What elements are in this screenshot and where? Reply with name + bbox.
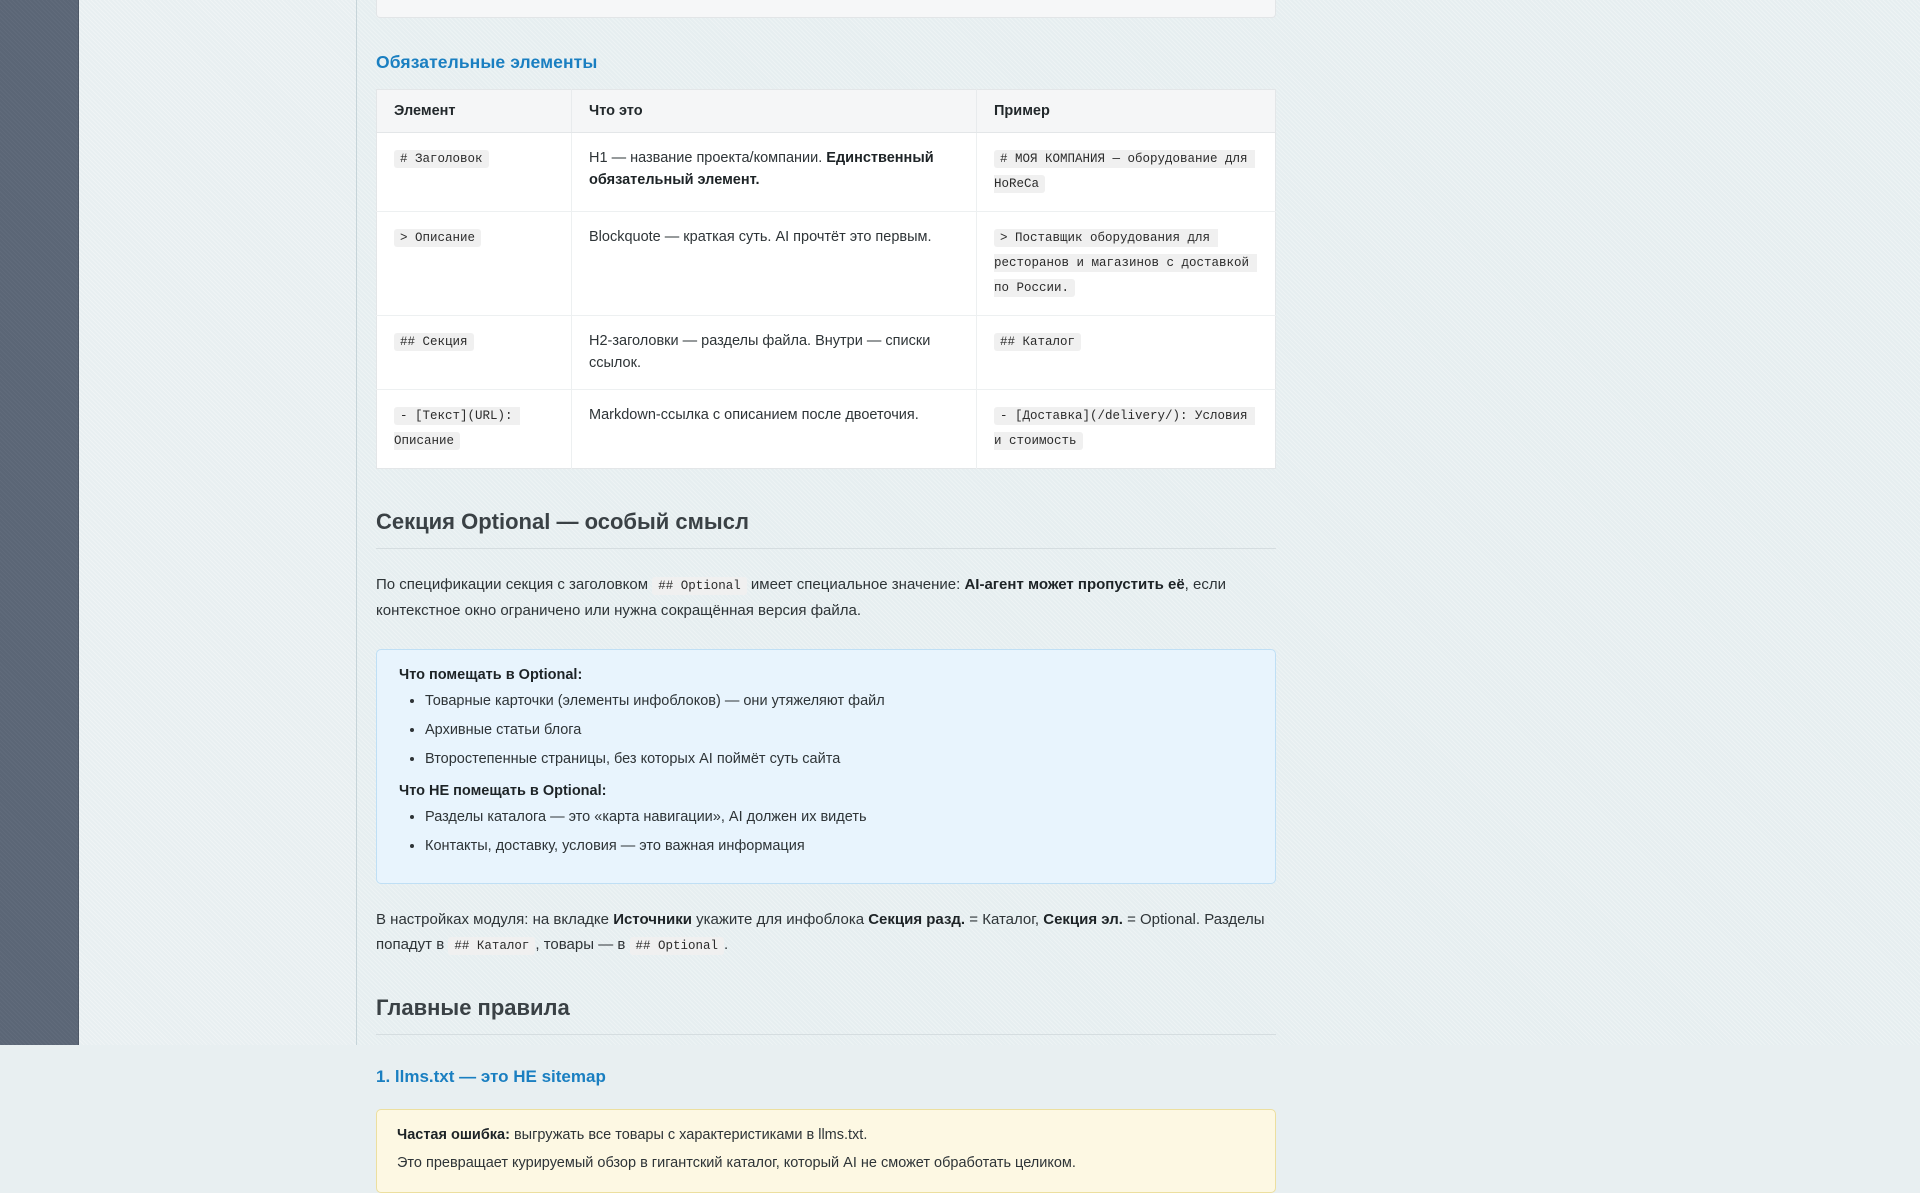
note-bold-sources: Источники [613,911,692,929]
table-row [377,133,1276,212]
optional-code-inline: ## Optional [652,577,747,595]
cell-example [977,212,1276,316]
optional-info-callout [376,649,1276,884]
paragraph-part-1: По спецификации секция с заголовком [376,575,653,593]
content-left-gutter [79,0,357,1045]
cell-example [977,389,1276,468]
callout-lead-include: Что помещать в Optional: [399,667,583,684]
list-item: • Контакты, доставку, условия — это важная информация [425,837,1253,857]
callout-lead-exclude: Что НЕ помещать в Optional: [399,783,607,800]
mistake-line-2: Это превращает курируемый обзор в гигантский каталог, который AI не сможет обработать целиком. [397,1154,1076,1171]
note-bold-section-razd: Секция разд. [868,911,966,929]
required-elements-table [376,89,1276,469]
cell-element [377,133,572,212]
element-code: > Описание [394,229,481,247]
required-elements-heading: Обязательные элементы [376,52,598,72]
column-header-example: Пример [977,90,1276,133]
note-part-2: укажите для инфоблока [691,911,869,929]
note-part-5: , товары — в [535,935,630,953]
note-bold-section-el: Секция эл. [1043,911,1123,929]
exclude-list [399,808,1253,856]
paragraph-part-2: имеет специальное значение: [746,575,965,593]
mistake-text: выгружать все товары с характеристиками в llms.txt. [509,1126,868,1143]
main-rules-heading: Главные правила [376,995,1276,1035]
main-content-column [357,0,1920,1171]
cell-example [977,133,1276,212]
example-code: # МОЯ КОМПАНИЯ — оборудование для HoReCa [994,152,1256,191]
left-navigation-rail[interactable] [0,0,79,1045]
mistake-label: Частая ошибка: [397,1126,510,1143]
column-header-element: Элемент [377,90,572,133]
common-mistake-callout [376,1109,1276,1193]
example-code: ## Каталог [994,333,1081,351]
list-item: • Товарные карточки (элементы инфоблоков) — они утяжеляют файл [425,692,1253,712]
mistake-line-1 [397,1125,1255,1146]
cell-example [977,316,1276,390]
cell-what [572,212,977,316]
note-part-3: = Каталог, [965,911,1044,929]
cell-element [377,389,572,468]
what-text-plain: Markdown-ссылка с описанием после двоеточия. [589,406,919,423]
table-row [377,316,1276,390]
cell-what [572,133,977,212]
rule-1-title: 1. llms.txt — это НЕ sitemap [376,1066,606,1086]
note-part-1: В настройках модуля: на вкладке [376,911,614,929]
example-code: - [Доставка](/delivery/): Условия и стоимость [994,408,1256,448]
table-row [377,212,1276,316]
table-header-row [377,90,1276,133]
list-item: • Архивные статьи блога [425,721,1253,741]
cell-what [572,316,977,390]
what-text-bold: Единственный обязательный элемент. [589,150,934,189]
cell-element [377,316,572,390]
example-code: > Поставщик оборудования для ресторанов и магазинов с доставкой по России. [994,231,1257,295]
document-body [376,0,1276,1193]
column-header-what: Что это [572,90,977,133]
clipped-card-above [376,0,1276,18]
note-part-4: = Optional. Разделы попадут в [376,911,1265,953]
what-text-plain: H1 — название проекта/компании. [589,150,827,166]
what-text-plain: Blockquote — краткая суть. AI прочтёт это первым. [589,229,932,245]
include-list [399,692,1253,769]
paragraph-bold-1: AI-агент может пропустить её [964,575,1185,593]
note-code-optional: ## Optional [630,937,725,955]
table-row [377,389,1276,468]
what-text-plain: H2-заголовки — разделы файла. Внутри — списки ссылок. [589,333,931,372]
element-code: # Заголовок [394,150,489,168]
element-code: - [Текст](URL): Описание [394,408,521,448]
note-code-katalog: ## Каталог [448,937,535,955]
note-part-6: . [724,935,729,953]
optional-section-paragraph [376,573,1276,623]
list-item: • Разделы каталога — это «карта навигации», AI должен их видеть [425,808,1253,828]
element-code: ## Секция [394,333,474,351]
module-settings-note [376,908,1276,958]
list-item: • Второстепенные страницы, без которых AI поймёт суть сайта [425,750,1253,770]
cell-element [377,212,572,316]
cell-what [572,389,977,468]
paragraph-part-3: , если контекстное окно ограничено или нужна сокращённая версия файла. [376,575,1226,619]
optional-section-heading: Секция Optional — особый смысл [376,509,1276,549]
